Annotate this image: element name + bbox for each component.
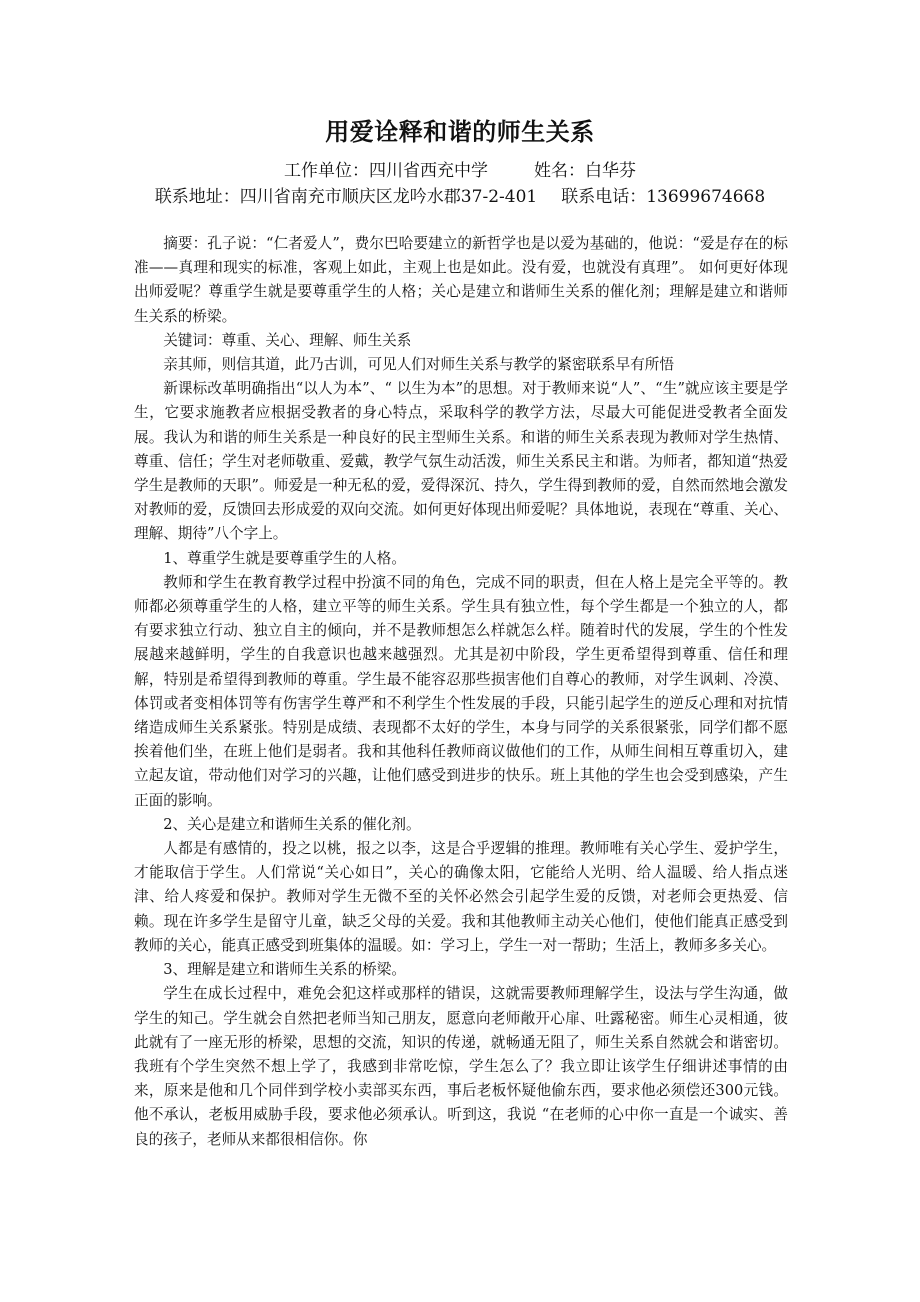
document-body (134, 232, 788, 1152)
abstract-paragraph: 摘要：孔子说：“仁者爱人”，费尔巴哈要建立的新哲学也是以爱为基础的，他说：“爱是存在的标准——真理和现实的标准，客观上如此，主观上也是如此。没有爱，也就没有真理”。 如何更好体现出师爱呢？尊重学生就是要尊重学生的人格；关心是建立和谐师生关系的催化剂；理解是建立和谐师生关系的桥梁。 (134, 235, 788, 325)
author-name: 姓名：白华芬 (534, 161, 636, 181)
author-line (0, 158, 920, 184)
contact-line (0, 184, 920, 210)
body-paragraph: 教师和学生在教育教学过程中扮演不同的角色，完成不同的职责，但在人格上是完全平等的。教师都必须尊重学生的人格，建立平等的师生关系。学生具有独立性，每个学生都是一个独立的人，都有要求独立行动、独立自主的倾向，并不是教师想怎么样就怎么样。随着时代的发展，学生的个性发展越来越鲜明，学生的自我意识也越来越强烈。尤其是初中阶段，学生更希望得到尊重、信任和理解，特别是希望得到教师的尊重。学生最不能容忍那些损害他们自尊心的教师，对学生讽刺、冷漠、体罚或者变相体罚等有伤害学生尊严和不利学生个性发展的手段，只能引起学生的逆反心理和对抗情绪造成师生关系紧张。特别是成绩、表现都不太好的学生，本身与同学的关系很紧张，同学们都不愿挨着他们坐，在班上他们是弱者。我和其他科任教师商议做他们的工作，从师生间相互尊重切入，建立起友谊，带动他们对学习的兴趣，让他们感受到进步的快乐。班上其他的学生也会受到感染，产生正面的影响。 (134, 573, 788, 809)
section-heading-understanding: 3、理解是建立和谐师生关系的桥梁。 (163, 961, 406, 979)
contact-address: 联系地址：四川省南充市顺庆区龙吟水郡37-2-401 (154, 187, 538, 207)
body-paragraph: 人都是有感情的，投之以桃，报之以李，这是合乎逻辑的推理。教师唯有关心学生、爱护学生，才能取信于学生。人们常说“关心如日”，关心的确像太阳，它能给人光明、给人温暖、给人指点迷津、给人疼爱和保护。教师对学生无微不至的关怀必然会引起学生爱的反馈，对老师会更热爱、信赖。现在许多学生是留守儿童，缺乏父母的关爱。我和其他教师主动关心他们，使他们能真正感受到教师的关心，能真正感受到班集体的温暖。如：学习上，学生一对一帮助；生活上，教师多多关心。 (134, 840, 788, 954)
body-paragraph: 学生在成长过程中，难免会犯这样或那样的错误，这就需要教师理解学生，设法与学生沟通，做学生的知己。学生就会自然把老师当知己朋友，愿意向老师敞开心扉、吐露秘密。师生心灵相通，彼此就有了一座无形的桥梁，思想的交流，知识的传递，就畅通无阻了，师生关系自然就会和谐密切。我班有个学生突然不想上学了，我感到非常吃惊，学生怎么了？我立即让该学生仔细讲述事情的由来，原来是他和几个同伴到学校小卖部买东西，事后老板怀疑他偷东西，要求他必须偿还300元钱。他不承认，老板用威胁手段，要求他必须承认。听到这，我说 “在老师的心中你一直是一个诚实、善良的孩子，老师从来都很相信你。你 (134, 985, 788, 1148)
document-title: 用爱诠释和谐的师生关系 (325, 117, 595, 146)
body-paragraph: 新课标改革明确指出“以人为本”、“ 以生为本”的思想。对于教师来说“人”、“生”就应该主要是学生，它要求施教者应根据受教者的身心特点，采取科学的教学方法，尽最大可能促进受教者全面发展。我认为和谐的师生关系是一种良好的民主型师生关系。和谐的师生关系表现为教师对学生热情、尊重、信任；学生对老师敬重、爱戴，教学气氛生动活泼，师生关系民主和谐。为师者，都知道“热爱学生是教师的天职”。师爱是一种无私的爱，爱得深沉、持久，学生得到教师的爱，自然而然地会激发对教师的爱，反馈回去形成爱的双向交流。如何更好体现出师爱呢？具体地说，表现在“尊重、关心、理解、期待”八个字上。 (134, 380, 788, 543)
section-heading-respect: 1、尊重学生就是要尊重学生的人格。 (163, 549, 406, 567)
work-unit: 工作单位：四川省西充中学 (284, 161, 488, 181)
body-paragraph: 亲其师，则信其道，此乃古训，可见人们对师生关系与教学的紧密联系早有所悟 (163, 356, 674, 374)
keywords-paragraph: 关键词：尊重、关心、理解、师生关系 (163, 331, 412, 349)
section-heading-care: 2、关心是建立和谐师生关系的催化剂。 (163, 815, 421, 833)
contact-phone: 联系电话：13699674668 (561, 187, 766, 207)
